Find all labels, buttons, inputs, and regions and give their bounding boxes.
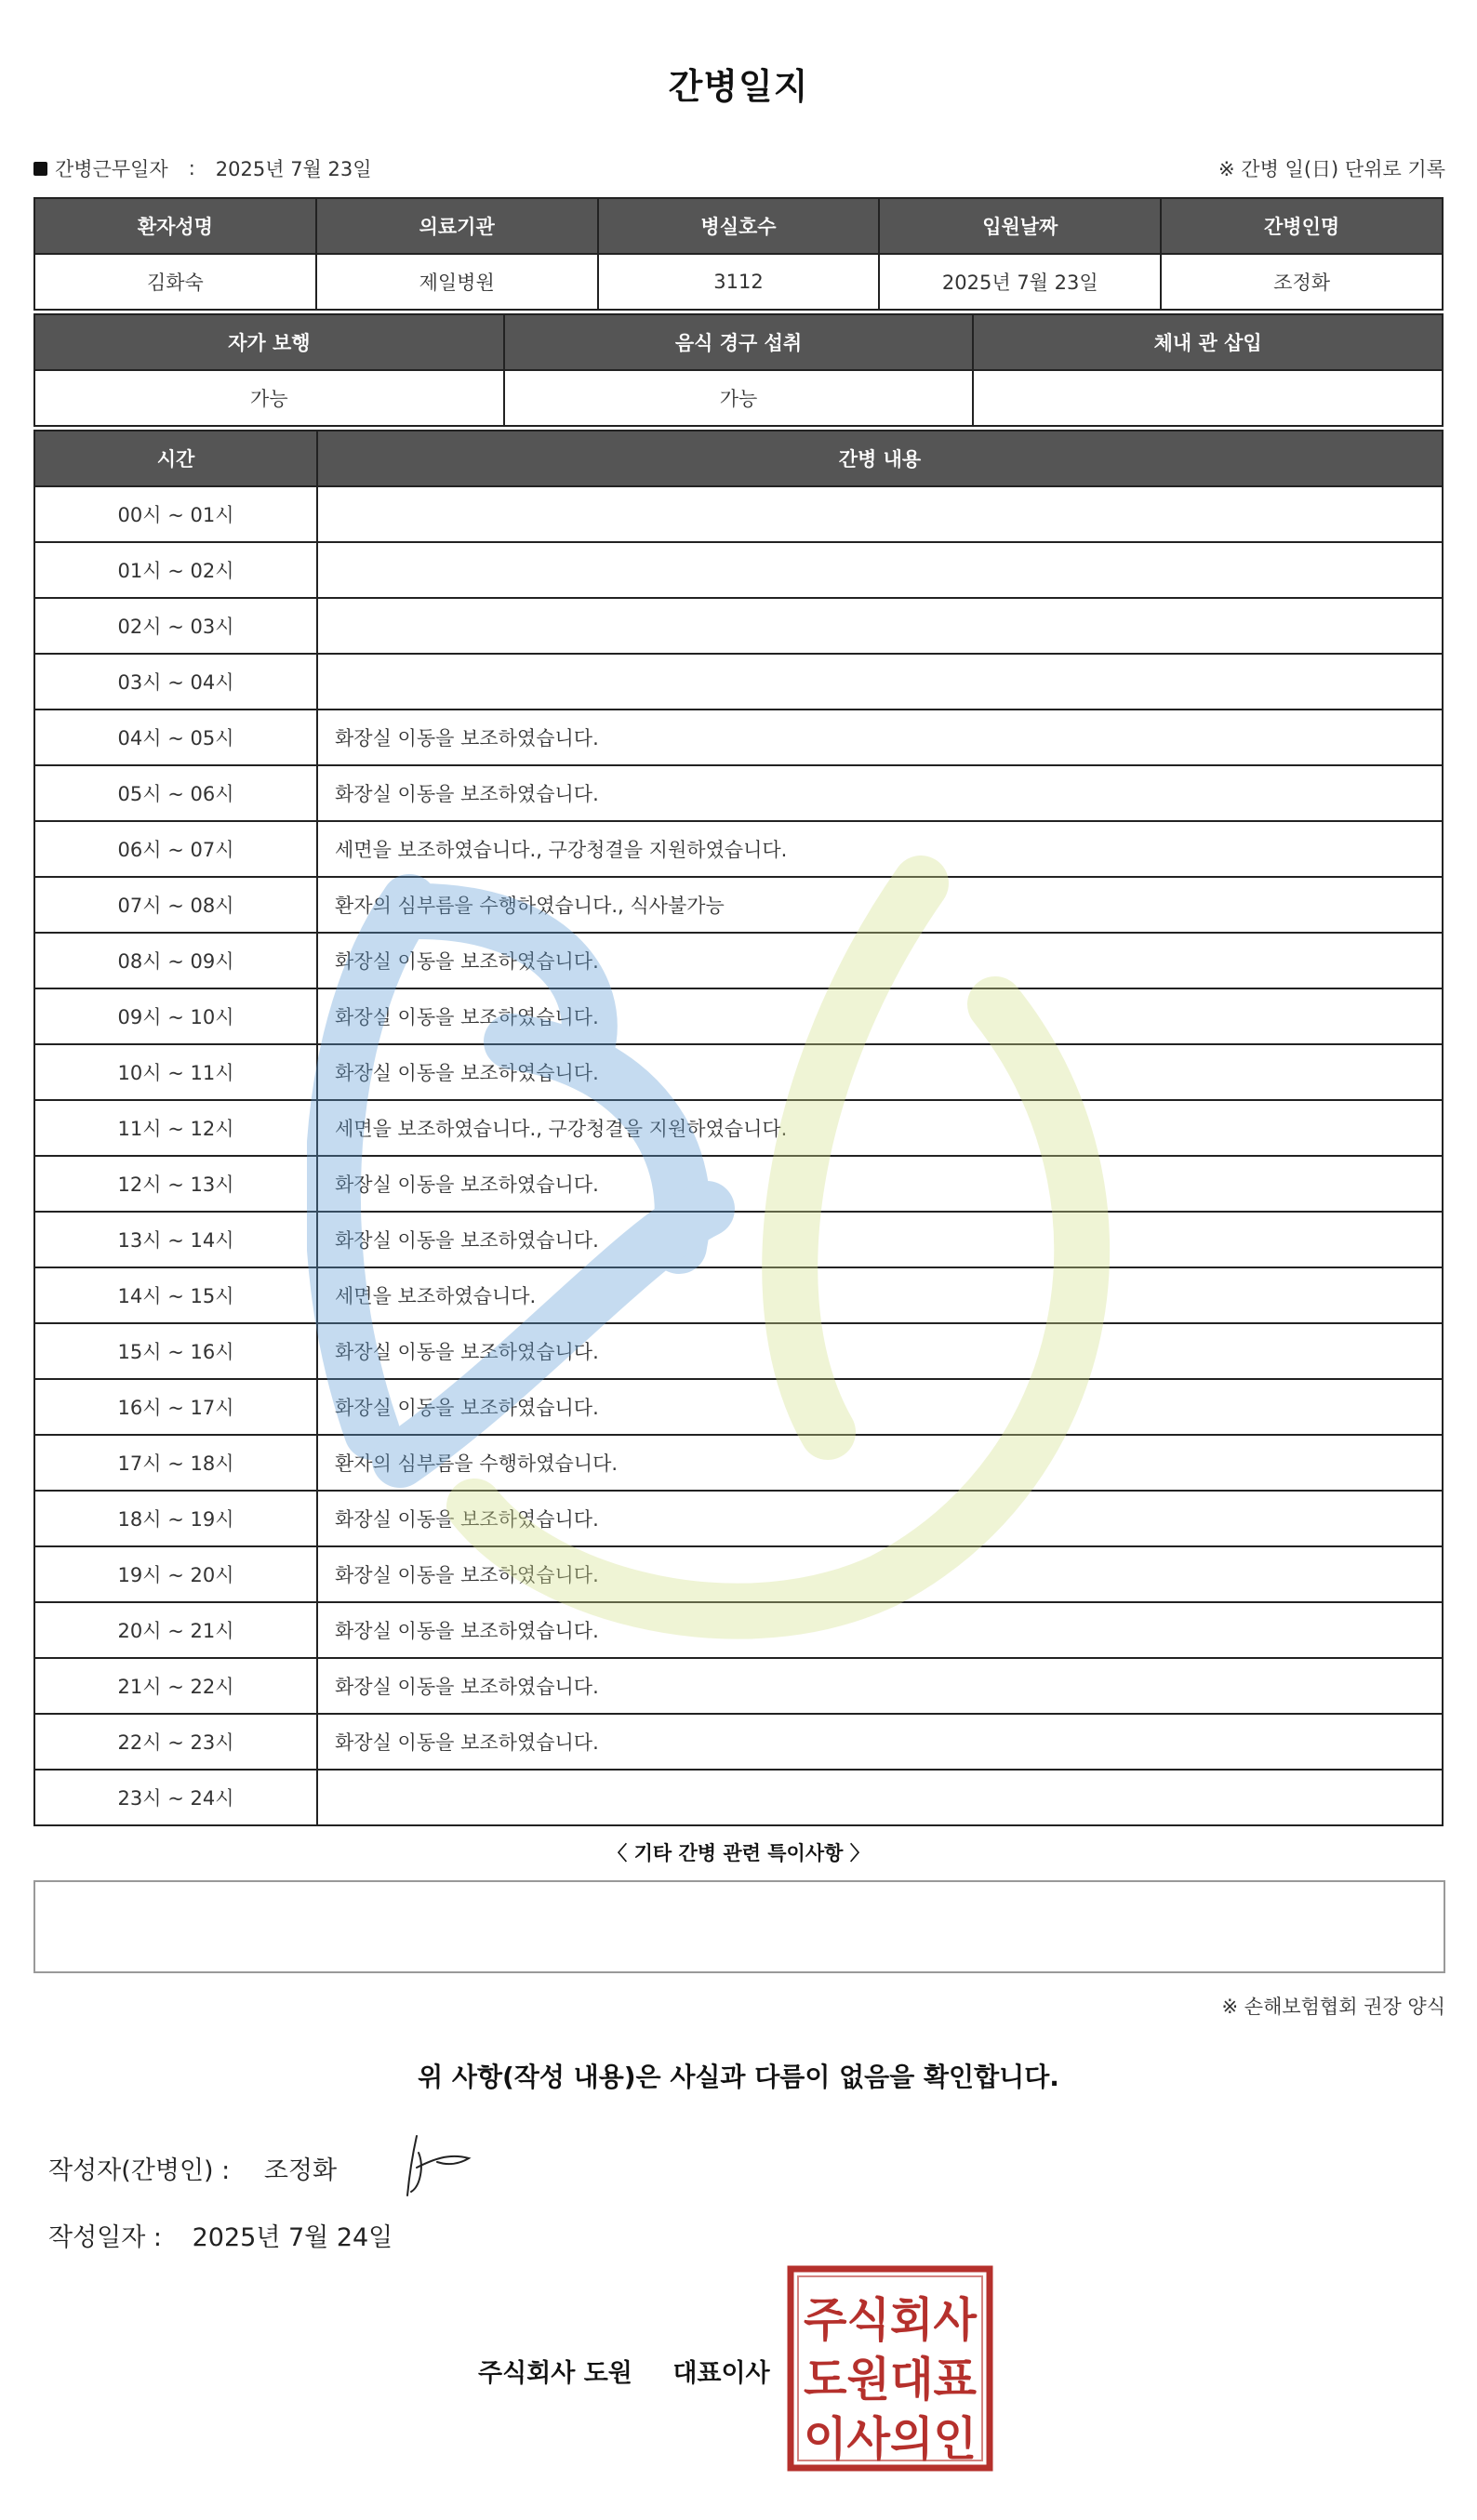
care-date-value: 2025년 7월 23일 [215,158,372,180]
writer-label: 작성자(간병인) : [48,2156,231,2185]
table-row [34,1379,1443,1435]
seal-line-2: 도원대표 [804,2353,978,2407]
document-title: 간병일지 [668,66,809,107]
time-cell: 01시 ~ 02시 [34,542,317,598]
table-row [34,1658,1443,1714]
header-hospital: 의료기관 [316,198,598,254]
care-content-cell: 화장실 이동을 보조하였습니다. [317,1379,1443,1435]
time-cell: 02시 ~ 03시 [34,598,317,654]
company-line [478,2353,770,2389]
time-cell: 14시 ~ 15시 [34,1267,317,1323]
care-content-cell: 환자의 심부름을 수행하였습니다. [317,1435,1443,1491]
written-date-line [48,2217,393,2253]
time-cell: 17시 ~ 18시 [34,1435,317,1491]
table-row [34,1267,1443,1323]
care-content-cell [317,654,1443,710]
writer-value: 조정화 [263,2156,338,2185]
table-row [34,988,1443,1044]
time-cell: 12시 ~ 13시 [34,1156,317,1212]
table-row [34,654,1443,710]
time-cell: 16시 ~ 17시 [34,1379,317,1435]
recommended-form-note: ※ 손해보험협회 권장 양식 [1221,1996,1445,2018]
writer-line [48,2150,337,2186]
time-cell: 21시 ~ 22시 [34,1658,317,1714]
company-name: 주식회사 도원 [478,2359,632,2388]
time-cell: 08시 ~ 09시 [34,933,317,988]
table-row [34,1044,1443,1100]
confirmation-statement: 위 사항(작성 내용)은 사실과 다름이 없음을 확인합니다. [418,2062,1059,2092]
written-date-value: 2025년 7월 24일 [192,2223,393,2252]
care-content-cell [317,486,1443,542]
time-cell: 18시 ~ 19시 [34,1491,317,1546]
care-content-cell: 화장실 이동을 보조하였습니다. [317,1714,1443,1770]
care-content-cell [317,598,1443,654]
time-cell: 00시 ~ 01시 [34,486,317,542]
table-row [34,1714,1443,1770]
care-content-cell: 화장실 이동을 보조하였습니다. [317,1212,1443,1267]
notes-box [33,1880,1445,1973]
header-room-number: 병실호수 [598,198,880,254]
time-cell: 13시 ~ 14시 [34,1212,317,1267]
care-content-cell: 화장실 이동을 보조하였습니다. [317,1044,1443,1100]
table-row [34,1435,1443,1491]
company-seal-icon [787,2265,993,2472]
header-care-content: 간병 내용 [317,431,1443,486]
header-caregiver-name: 간병인명 [1161,198,1443,254]
table-row [34,710,1443,765]
self-walking-value: 가능 [34,370,504,426]
patient-info-table [33,197,1444,311]
table-row [34,598,1443,654]
table-row [34,877,1443,933]
care-content-cell: 화장실 이동을 보조하였습니다. [317,1546,1443,1602]
time-cell: 10시 ~ 11시 [34,1044,317,1100]
care-content-cell: 화장실 이동을 보조하였습니다. [317,1156,1443,1212]
tube-insertion-value [973,370,1443,426]
time-cell: 11시 ~ 12시 [34,1100,317,1156]
care-log-table [33,430,1444,1826]
table-row [34,933,1443,988]
header-tube-insertion: 체내 관 삽입 [973,314,1443,370]
admission-date-value: 2025년 7월 23일 [879,254,1161,310]
header-time: 시간 [34,431,317,486]
care-date-line [33,154,372,182]
oral-intake-value: 가능 [504,370,974,426]
table-row [34,542,1443,598]
care-content-cell: 화장실 이동을 보조하였습니다. [317,1602,1443,1658]
time-cell: 23시 ~ 24시 [34,1770,317,1825]
care-date-label: 간병근무일자 [55,158,168,180]
table-row [34,1156,1443,1212]
care-content-cell [317,1770,1443,1825]
care-content-cell: 환자의 심부름을 수행하였습니다., 식사불가능 [317,877,1443,933]
company-representative: 대표이사 [672,2359,770,2388]
care-content-cell: 화장실 이동을 보조하였습니다. [317,765,1443,821]
care-date-colon: : [188,157,195,179]
room-number-value: 3112 [598,254,880,310]
care-content-cell: 세면을 보조하였습니다. [317,1267,1443,1323]
time-cell: 07시 ~ 08시 [34,877,317,933]
time-cell: 06시 ~ 07시 [34,821,317,877]
time-cell: 20시 ~ 21시 [34,1602,317,1658]
time-cell: 05시 ~ 06시 [34,765,317,821]
care-content-cell: 화장실 이동을 보조하였습니다. [317,988,1443,1044]
table-row [34,486,1443,542]
time-cell: 15시 ~ 16시 [34,1323,317,1379]
care-content-cell: 화장실 이동을 보조하였습니다. [317,933,1443,988]
time-cell: 03시 ~ 04시 [34,654,317,710]
header-self-walking: 자가 보행 [34,314,504,370]
time-cell: 09시 ~ 10시 [34,988,317,1044]
patient-name-value: 김화숙 [34,254,316,310]
time-cell: 04시 ~ 05시 [34,710,317,765]
table-row [34,1212,1443,1267]
table-row [34,1602,1443,1658]
table-row [34,1491,1443,1546]
header-patient-name: 환자성명 [34,198,316,254]
care-content-cell: 화장실 이동을 보조하였습니다. [317,1323,1443,1379]
seal-line-1: 주식회사 [804,2293,978,2347]
table-row [34,765,1443,821]
care-content-cell: 세면을 보조하였습니다., 구강청결을 지원하였습니다. [317,1100,1443,1156]
table-row [34,1323,1443,1379]
unit-note: ※ 간병 일(日) 단위로 기록 [1218,158,1445,180]
care-content-cell: 세면을 보조하였습니다., 구강청결을 지원하였습니다. [317,821,1443,877]
header-admission-date: 입원날짜 [879,198,1161,254]
notes-title: 〈 기타 간병 관련 특이사항 〉 [607,1842,870,1864]
care-content-cell [317,542,1443,598]
seal-line-3: 이사의인 [804,2412,977,2466]
signature-icon [400,2125,474,2199]
table-row [34,821,1443,877]
time-cell: 22시 ~ 23시 [34,1714,317,1770]
time-cell: 19시 ~ 20시 [34,1546,317,1602]
table-row [34,1770,1443,1825]
patient-ability-table [33,313,1444,427]
care-content-cell: 화장실 이동을 보조하였습니다. [317,1491,1443,1546]
caregiver-name-value: 조정화 [1161,254,1443,310]
table-row [34,1100,1443,1156]
written-date-label: 작성일자 : [48,2223,163,2252]
hospital-value: 제일병원 [316,254,598,310]
header-oral-intake: 음식 경구 섭취 [504,314,974,370]
bullet-square-icon [33,162,47,176]
care-content-cell: 화장실 이동을 보조하였습니다. [317,710,1443,765]
table-row [34,1546,1443,1602]
care-content-cell: 화장실 이동을 보조하였습니다. [317,1658,1443,1714]
